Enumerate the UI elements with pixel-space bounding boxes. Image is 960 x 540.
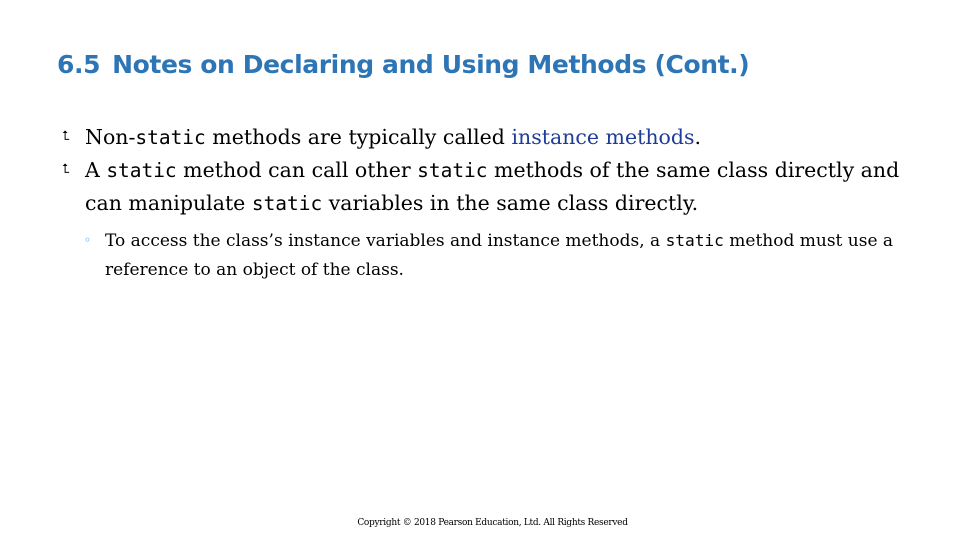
sub-bullet-text: method must use a reference to an object of the class. [105, 231, 894, 280]
sub-bullet-item-1 [62, 226, 932, 285]
arrow-bullet-icon: ⮤ [62, 129, 70, 144]
bullet-text: Non- [85, 125, 136, 149]
bullet-item-2 [62, 154, 932, 220]
code-keyword: static [135, 126, 206, 149]
title-text: Notes on Declaring and Using Methods (Cont.) [112, 50, 750, 79]
bullet-text: methods of the same class directly and can manipulate [85, 158, 900, 215]
code-keyword: static [417, 159, 488, 182]
code-keyword: static [665, 231, 724, 250]
copyright-footer: Copyright © 2018 Pearson Education, Ltd. All Rights Reserved [357, 518, 628, 528]
bullet-text: method can call other [176, 158, 418, 182]
bullet-list [62, 121, 932, 285]
bullet-text: A [85, 158, 107, 182]
bullet-text: methods are typically called [205, 125, 512, 149]
slide-title [57, 50, 749, 79]
bullet-text: . [694, 125, 702, 149]
sub-bullet-text: To access the class’s instance variables and instance methods, a [105, 231, 666, 251]
code-keyword: static [251, 192, 323, 215]
arrow-bullet-icon: ⮤ [62, 162, 70, 177]
bullet-item-1 [62, 121, 932, 154]
bullet-text: variables in the same class directly. [322, 191, 699, 215]
code-keyword: static [106, 159, 177, 182]
section-number: 6.5 [57, 50, 101, 79]
hollow-circle-bullet-icon: ◦ [84, 233, 92, 247]
key-term: instance methods [511, 125, 695, 149]
